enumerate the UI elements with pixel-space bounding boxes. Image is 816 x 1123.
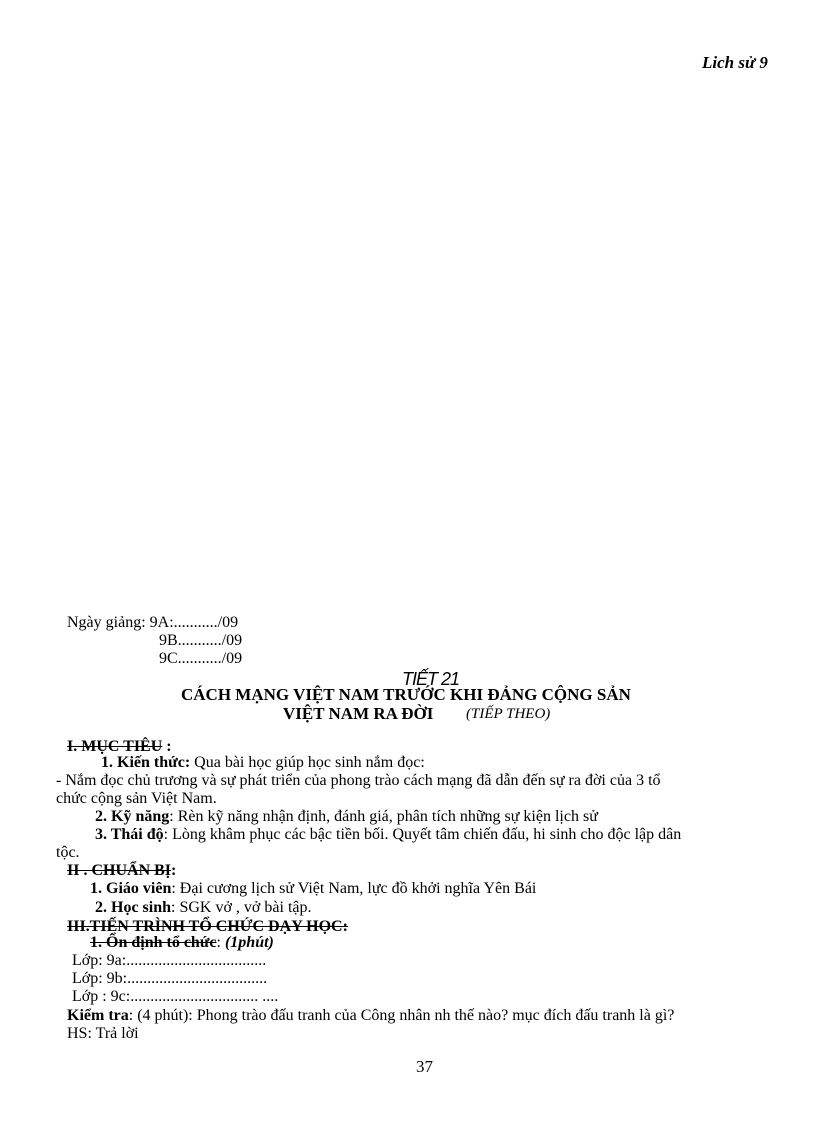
running-header: Lich sử 9	[702, 53, 768, 72]
student-line	[95, 899, 311, 917]
preparation-heading: II . CHUẨN BỊ:	[67, 862, 177, 879]
org-time: (1phút)	[220, 934, 274, 951]
schedule-9a: 9A:.........../09	[149, 614, 239, 631]
knowledge-line	[101, 754, 425, 772]
student-label: 2. Học sinh	[95, 899, 172, 916]
preparation-heading-text: II . CHUẨN BỊ	[67, 862, 172, 879]
schedule-9b: 9B.........../09	[159, 632, 243, 649]
lesson-number: TIẾT 21	[402, 669, 460, 689]
lesson-title-line-1: CÁCH MẠNG VIỆT NAM TRƯỚC KHI ĐẢNG CỘNG SẢN	[181, 685, 631, 704]
attitude-label: 3. Thái độ	[95, 826, 164, 843]
objectives-heading-text: I. MỤC TIÊU	[67, 738, 163, 755]
schedule-row-9a	[67, 614, 238, 632]
teacher-label: 1. Giáo viên	[90, 880, 172, 897]
knowledge-detail-1: - Nắm đọc chủ trương và sự phát triển của phong trào cách mạng đã dẫn đến sự ra đời của 3 tổ	[56, 772, 661, 789]
knowledge-text: Qua bài học giúp học sinh nắm đọc:	[190, 754, 425, 771]
org-label: 1. Ổn định tổ chức	[90, 934, 217, 951]
answer-line: HS: Trả lời	[67, 1025, 139, 1042]
check-line	[67, 1007, 674, 1025]
class-row-9c: Lớp : 9c:................................ ....	[72, 988, 279, 1005]
knowledge-label: 1. Kiến thức:	[101, 754, 191, 771]
org-line: 1. Ổn định tổ chức: (1phút)	[90, 934, 274, 951]
skills-label: 2. Kỹ năng	[95, 808, 170, 825]
schedule-9c: 9C.........../09	[159, 650, 243, 667]
knowledge-detail-2: chức cộng sản Việt Nam.	[56, 790, 217, 807]
teacher-text: : Đại cương lịch sử Việt Nam, lực đồ khởi nghĩa Yên Bái	[171, 880, 537, 897]
attitude-text: : Lòng khâm phục các bậc tiền bối. Quyết tâm chiến đấu, hi sinh cho độc lập dân	[163, 826, 682, 843]
check-label: Kiểm tra	[67, 1007, 129, 1024]
attitude-line-2: tộc.	[56, 844, 80, 861]
objectives-heading: I. MỤC TIÊU :	[67, 738, 172, 755]
class-row-9b: Lớp: 9b:...................................	[72, 970, 268, 987]
schedule-label: Ngày giảng:	[67, 614, 146, 631]
class-row-9a: Lớp: 9a:...................................	[72, 952, 267, 969]
process-heading-text: III.TIẾN TRÌNH TỔ CHỨC DẠY HỌC:	[67, 918, 348, 935]
attitude-line	[95, 826, 681, 844]
check-text: : (4 phút): Phong trào đấu tranh của Công nhân nh thế nào? mục đích đấu tranh là gì?	[128, 1007, 675, 1024]
page-number: 37	[416, 1057, 433, 1076]
teacher-line	[90, 880, 536, 898]
skills-line	[95, 808, 598, 826]
lesson-title-line-2: VIỆT NAM RA ĐỜI	[283, 704, 434, 723]
lesson-title-note: (TIẾP THEO)	[466, 706, 551, 722]
skills-text: : Rèn kỹ năng nhận định, đánh giá, phân tích những sự kiện lịch sử	[169, 808, 598, 825]
student-text: : SGK vở , vở bài tập.	[171, 899, 312, 916]
